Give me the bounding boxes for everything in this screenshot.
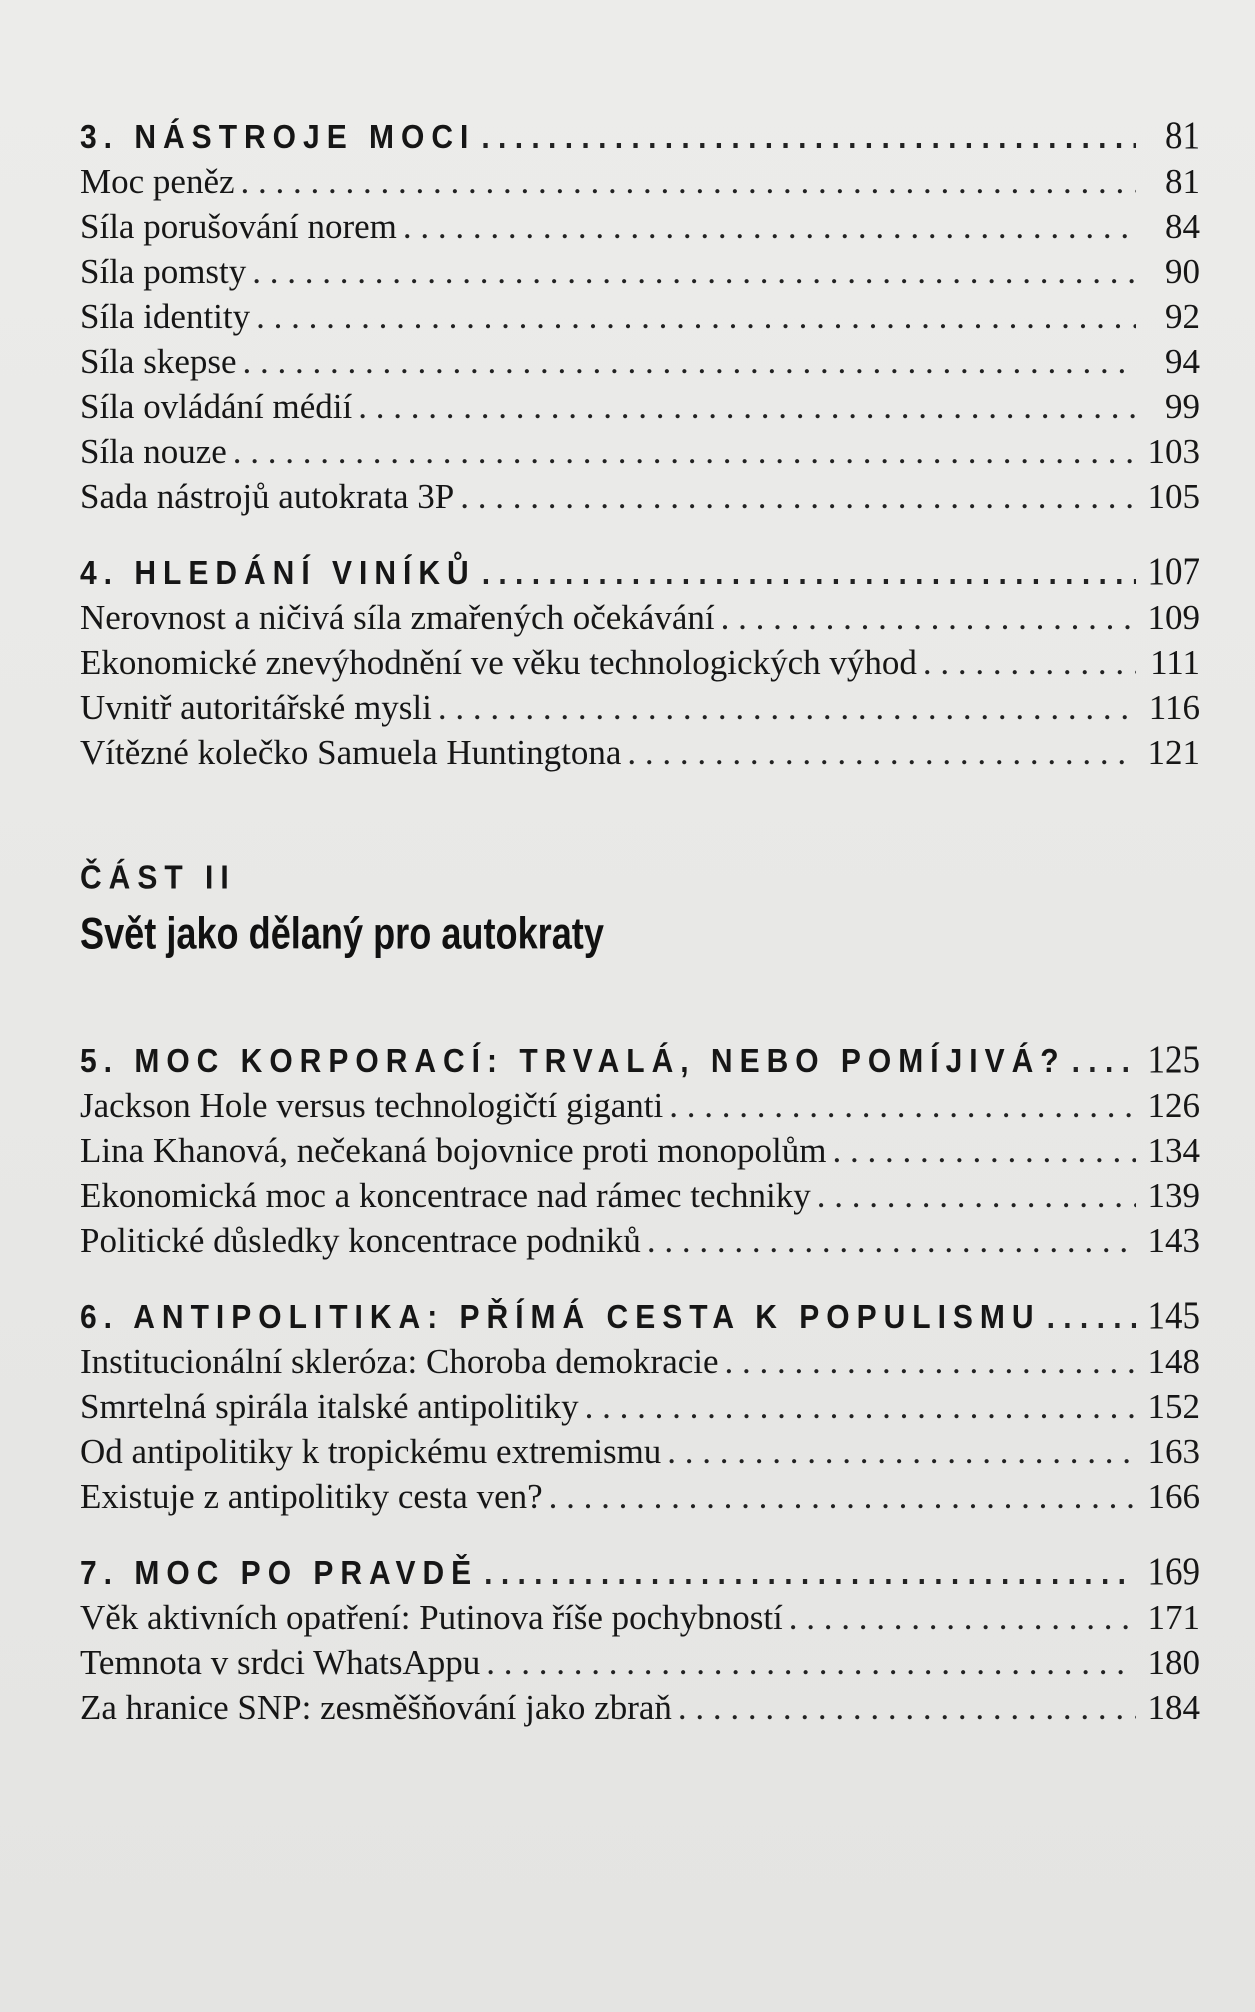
dot-leader xyxy=(233,432,1136,472)
table-of-contents xyxy=(80,113,1200,1763)
dot-leader xyxy=(667,1432,1136,1472)
toc-entry xyxy=(80,1598,1200,1643)
page-number: 125 xyxy=(1147,1037,1200,1081)
dot-leader xyxy=(721,598,1136,638)
chapter-title: 6. ANTIPOLITIKA: PŘÍMÁ CESTA K POPULISMU xyxy=(80,1298,1041,1336)
dot-leader xyxy=(549,1477,1136,1517)
page-number: 103 xyxy=(1147,432,1200,471)
dot-leader xyxy=(678,1688,1136,1728)
chapter-4 xyxy=(80,549,1200,778)
entry-title: Jackson Hole versus technologičtí giganti xyxy=(80,1086,664,1125)
entry-title: Uvnitř autoritářské mysli xyxy=(80,688,432,727)
entry-title: Od antipolitiky k tropickému extremismu xyxy=(80,1432,662,1471)
toc-entry xyxy=(80,477,1200,522)
entry-title: Síla identity xyxy=(80,297,251,336)
dot-leader xyxy=(923,643,1136,683)
dot-leader xyxy=(647,1221,1136,1261)
page-number: 107 xyxy=(1147,549,1200,593)
toc-entry xyxy=(80,1643,1200,1688)
dot-leader xyxy=(241,162,1136,202)
chapter-title: 5. MOC KORPORACÍ: TRVALÁ, NEBO POMÍJIVÁ? xyxy=(80,1042,1066,1080)
chapter-heading xyxy=(80,1293,1200,1345)
chapter-heading xyxy=(80,1549,1200,1601)
dot-leader xyxy=(486,1643,1136,1683)
dot-leader xyxy=(482,555,1136,593)
dot-leader xyxy=(438,688,1136,728)
chapter-5 xyxy=(80,1037,1200,1266)
toc-entry xyxy=(80,387,1200,432)
dot-leader xyxy=(460,477,1136,517)
chapter-title: 7. MOC PO PRAVDĚ xyxy=(80,1554,479,1592)
entry-title: Institucionální skleróza: Choroba demokracie xyxy=(80,1342,719,1381)
toc-entry xyxy=(80,733,1200,778)
page-number: 92 xyxy=(1165,297,1200,336)
chapter-title: 4. HLEDÁNÍ VINÍKŮ xyxy=(80,554,476,592)
page-number: 145 xyxy=(1147,1293,1200,1337)
dot-leader xyxy=(1072,1043,1136,1081)
toc-entry xyxy=(80,297,1200,342)
entry-title: Ekonomické znevýhodnění ve věku technologických výhod xyxy=(80,643,917,682)
toc-entry xyxy=(80,342,1200,387)
toc-entry xyxy=(80,1387,1200,1432)
dot-leader xyxy=(243,342,1136,382)
dot-leader xyxy=(358,387,1136,427)
toc-entry xyxy=(80,1342,1200,1387)
page-number: 180 xyxy=(1147,1643,1200,1682)
page-number: 81 xyxy=(1165,113,1200,157)
page-number: 184 xyxy=(1147,1688,1200,1727)
dot-leader xyxy=(403,207,1136,247)
toc-entry xyxy=(80,252,1200,297)
toc-entry xyxy=(80,598,1200,643)
toc-entry xyxy=(80,207,1200,252)
page-number: 126 xyxy=(1147,1086,1200,1125)
page-number: 148 xyxy=(1147,1342,1200,1381)
chapter-title: 3. NÁSTROJE MOCI xyxy=(80,118,476,156)
entry-title: Síla nouze xyxy=(80,432,227,471)
page-number: 152 xyxy=(1147,1387,1200,1426)
dot-leader xyxy=(585,1387,1136,1427)
entry-title: Za hranice SNP: zesměšňování jako zbraň xyxy=(80,1688,672,1727)
toc-entry xyxy=(80,1477,1200,1522)
chapter-heading xyxy=(80,113,1200,165)
page-number: 105 xyxy=(1147,477,1200,516)
page-number: 81 xyxy=(1165,162,1200,201)
entry-title: Temnota v srdci WhatsAppu xyxy=(80,1643,481,1682)
part-heading xyxy=(80,859,1200,959)
page-number: 99 xyxy=(1165,387,1200,426)
toc-entry xyxy=(80,643,1200,688)
page-number: 139 xyxy=(1147,1176,1200,1215)
toc-entry xyxy=(80,1688,1200,1733)
dot-leader xyxy=(832,1131,1136,1171)
page-number: 171 xyxy=(1147,1598,1200,1637)
entry-title: Lina Khanová, nečekaná bojovnice proti monopolům xyxy=(80,1131,827,1170)
entry-title: Síla pomsty xyxy=(80,252,247,291)
dot-leader xyxy=(252,252,1136,292)
toc-entry xyxy=(80,162,1200,207)
dot-leader xyxy=(669,1086,1136,1126)
part-label: ČÁST II xyxy=(80,859,236,897)
entry-title: Politické důsledky koncentrace podniků xyxy=(80,1221,641,1260)
page-number: 90 xyxy=(1165,252,1200,291)
toc-entry xyxy=(80,1086,1200,1131)
dot-leader xyxy=(627,733,1136,773)
entry-title: Smrtelná spirála italské antipolitiky xyxy=(80,1387,579,1426)
page-number: 121 xyxy=(1147,733,1200,772)
chapter-heading xyxy=(80,549,1200,601)
toc-entry xyxy=(80,432,1200,477)
page-number: 94 xyxy=(1165,342,1200,381)
toc-entry xyxy=(80,688,1200,733)
page-number: 166 xyxy=(1147,1477,1200,1516)
page-number: 111 xyxy=(1150,643,1200,682)
page-number: 84 xyxy=(1165,207,1200,246)
toc-entry xyxy=(80,1131,1200,1176)
entry-title: Sada nástrojů autokrata 3P xyxy=(80,477,455,516)
entry-title: Síla skepse xyxy=(80,342,237,381)
dot-leader xyxy=(1047,1299,1136,1337)
entry-title: Síla ovládání médií xyxy=(80,387,353,426)
page-number: 109 xyxy=(1147,598,1200,637)
page-number: 134 xyxy=(1147,1131,1200,1170)
toc-entry xyxy=(80,1221,1200,1266)
dot-leader xyxy=(817,1176,1136,1216)
page-number: 143 xyxy=(1147,1221,1200,1260)
toc-entry xyxy=(80,1432,1200,1477)
entry-title: Věk aktivních opatření: Putinova říše pochybností xyxy=(80,1598,783,1637)
page-number: 116 xyxy=(1148,688,1200,727)
entry-title: Vítězné kolečko Samuela Huntingtona xyxy=(80,733,622,772)
dot-leader xyxy=(256,297,1136,337)
entry-title: Nerovnost a ničivá síla zmařených očekávání xyxy=(80,598,715,637)
part-title: Svět jako dělaný pro autokraty xyxy=(80,908,604,959)
entry-title: Ekonomická moc a koncentrace nad rámec techniky xyxy=(80,1176,811,1215)
entry-title: Existuje z antipolitiky cesta ven? xyxy=(80,1477,543,1516)
dot-leader xyxy=(789,1598,1136,1638)
chapter-6 xyxy=(80,1293,1200,1522)
dot-leader xyxy=(725,1342,1136,1382)
entry-title: Síla porušování norem xyxy=(80,207,397,246)
page-number: 163 xyxy=(1147,1432,1200,1471)
page-number: 169 xyxy=(1147,1549,1200,1593)
chapter-7 xyxy=(80,1549,1200,1733)
chapter-3 xyxy=(80,113,1200,522)
toc-entry xyxy=(80,1176,1200,1221)
chapter-heading xyxy=(80,1037,1200,1089)
entry-title: Moc peněz xyxy=(80,162,235,201)
dot-leader xyxy=(481,119,1136,157)
dot-leader xyxy=(484,1555,1136,1593)
